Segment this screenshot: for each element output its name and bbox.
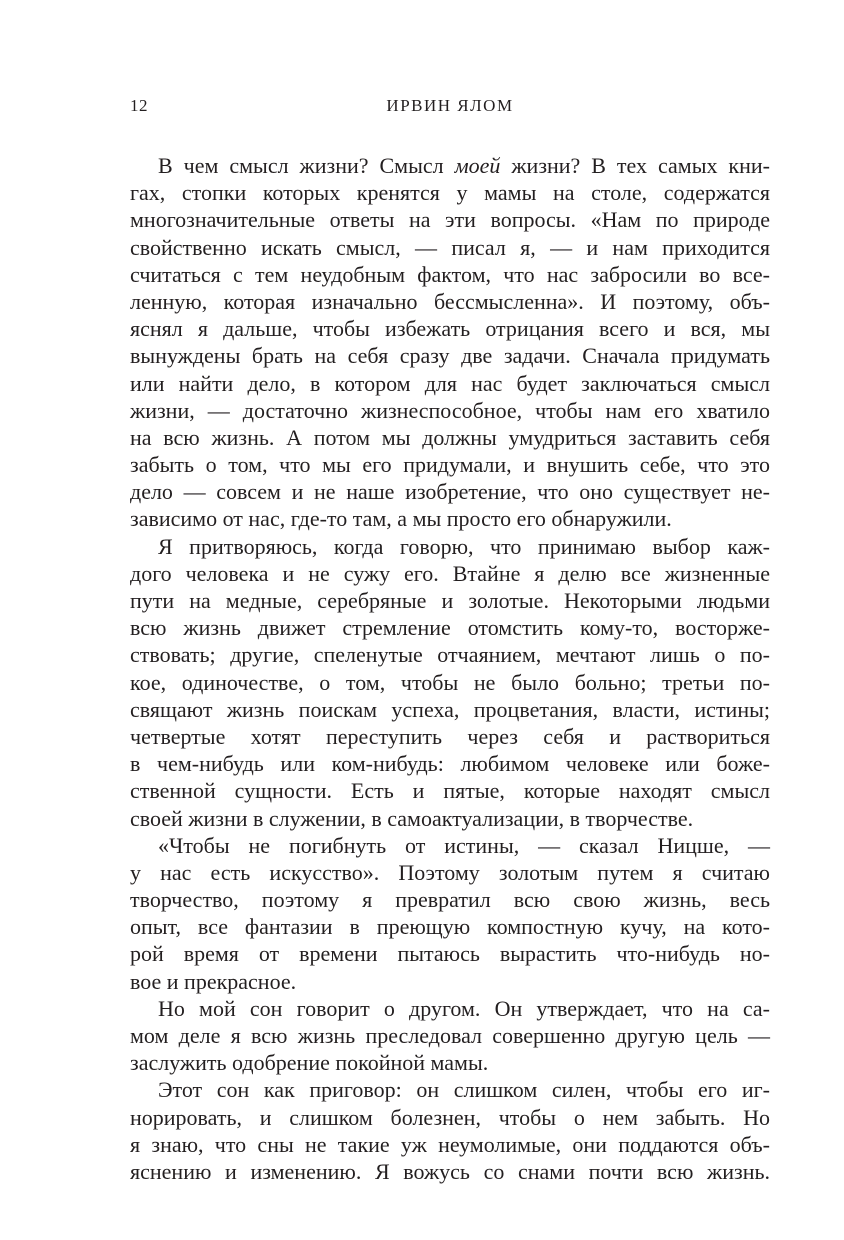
text-line	[130, 1158, 770, 1185]
text-run: в чем-нибудь или ком-нибудь: любимом человеке или боже-	[130, 751, 770, 777]
text-line	[130, 913, 770, 940]
text-run: дело — совсем и не наше изобретение, что оно существует не-	[130, 479, 770, 505]
text-line	[130, 478, 770, 505]
text-line	[130, 669, 770, 696]
text-run: вынуждены брать на себя сразу две задачи. Сначала придумать	[130, 343, 770, 369]
text-run: вое и прекрасное.	[130, 968, 297, 994]
text-line	[130, 886, 770, 913]
text-line	[130, 940, 770, 967]
paragraph	[130, 832, 770, 995]
text-run: кое, одиночестве, о том, чтобы не было больно; третьи по-	[130, 669, 770, 695]
text-line	[130, 1022, 770, 1049]
text-line	[130, 533, 770, 560]
text-line	[130, 696, 770, 723]
book-author: ИРВИН ЯЛОМ	[386, 96, 514, 115]
paragraph	[130, 533, 770, 832]
text-line	[130, 859, 770, 886]
text-line	[130, 1131, 770, 1158]
text-run: свящают жизнь поискам успеха, процветания, власти, истины;	[130, 696, 770, 722]
text-run: яснял я дальше, чтобы избежать отрицания всего и вся, мы	[130, 316, 770, 342]
text-run: Я притворяюсь, когда говорю, что принимаю выбор каж-	[158, 533, 770, 559]
text-line	[130, 750, 770, 777]
text-run: многозначительные ответы на эти вопросы. «Нам по природе	[130, 207, 770, 233]
text-run: творчество, поэтому я превратил всю свою жизнь, весь	[130, 887, 770, 913]
text-run: Но мой сон говорит о другом. Он утверждает, что на са-	[158, 995, 770, 1021]
text-run: считаться с тем неудобным фактом, что нас забросили во все-	[130, 261, 770, 287]
text-line	[130, 1049, 770, 1076]
paragraph	[130, 1076, 770, 1185]
paragraph	[130, 995, 770, 1077]
text-run: рой время от времени пытаюсь вырастить что-нибудь но-	[130, 941, 770, 967]
text-run: Этот сон как приговор: он слишком силен, чтобы его иг-	[158, 1077, 770, 1103]
text-run: дого человека и не сужу его. Втайне я делю все жизненные	[130, 560, 770, 586]
text-line	[130, 397, 770, 424]
text-line	[130, 288, 770, 315]
text-line	[130, 315, 770, 342]
text-run: жизни, — достаточно жизнеспособное, чтобы нам его хватило	[130, 397, 770, 423]
text-line	[130, 723, 770, 750]
text-line	[130, 424, 770, 451]
running-head	[130, 96, 770, 120]
emphasis-text: моей	[454, 153, 501, 178]
text-line	[130, 777, 770, 804]
text-line	[130, 641, 770, 668]
text-run: гах, стопки которых кренятся у мамы на столе, содержатся	[130, 180, 770, 206]
text-line	[130, 152, 770, 179]
text-line	[130, 261, 770, 288]
text-run: мом деле я всю жизнь преследовал совершенно другую цель —	[130, 1023, 770, 1048]
text-run: всю жизнь движет стремление отомстить кому-то, восторже-	[130, 615, 770, 641]
text-line	[130, 832, 770, 859]
text-line	[130, 587, 770, 614]
text-run: на всю жизнь. А потом мы должны умудриться заставить себя	[130, 424, 770, 450]
text-run: заслужить одобрение покойной мамы.	[130, 1050, 489, 1076]
text-run: яснению и изменению. Я вожусь со снами почти всю жизнь.	[130, 1158, 770, 1184]
page-number: 12	[130, 96, 148, 115]
text-line	[130, 234, 770, 261]
text-run: пути на медные, серебряные и золотые. Некоторыми людьми	[130, 588, 770, 613]
text-line	[130, 968, 770, 995]
text-run: норировать, и слишком болезнен, чтобы о нем забыть. Но	[130, 1104, 770, 1130]
text-run: я знаю, что сны не такие уж неумолимые, они поддаются объ-	[130, 1131, 770, 1157]
text-line	[130, 1104, 770, 1131]
text-run: или найти дело, в котором для нас будет заключаться смысл	[130, 370, 770, 396]
text-run: своей жизни в служении, в самоактуализации, в творчестве.	[130, 805, 694, 831]
text-run: забыть о том, что мы его придумали, и внушить себе, что это	[130, 452, 770, 478]
text-run: у нас есть искусство». Поэтому золотым путем я считаю	[130, 859, 770, 885]
text-run: ственной сущности. Есть и пятые, которые находят смысл	[130, 778, 770, 804]
text-line	[130, 206, 770, 233]
text-line	[130, 179, 770, 206]
text-run: четвертые хотят переступить через себя и раствориться	[130, 723, 770, 749]
text-run: опыт, все фантазии в преющую компостную кучу, на кото-	[130, 914, 770, 940]
text-line	[130, 342, 770, 369]
text-line	[130, 505, 770, 532]
text-line	[130, 370, 770, 397]
text-body	[130, 152, 770, 1185]
text-line	[130, 560, 770, 587]
text-run: В чем смысл жизни? Смысл	[158, 153, 455, 178]
text-line	[130, 1076, 770, 1103]
text-run: «Чтобы не погибнуть от истины, — сказал Ницше, —	[158, 832, 770, 858]
text-run: ленную, которая изначально бессмысленна». И поэтому, объ-	[130, 288, 770, 314]
text-line	[130, 805, 770, 832]
text-run: ствовать; другие, спеленутые отчаянием, мечтают лишь о по-	[130, 642, 770, 668]
text-line	[130, 995, 770, 1022]
text-run: свойственно искать смысл, — писал я, — и нам приходится	[130, 234, 770, 260]
text-line	[130, 451, 770, 478]
text-run: жизни? В тех самых кни-	[500, 153, 770, 178]
text-run: зависимо от нас, где-то там, а мы просто его обнаружили.	[130, 506, 672, 532]
text-line	[130, 614, 770, 641]
paragraph	[130, 152, 770, 533]
